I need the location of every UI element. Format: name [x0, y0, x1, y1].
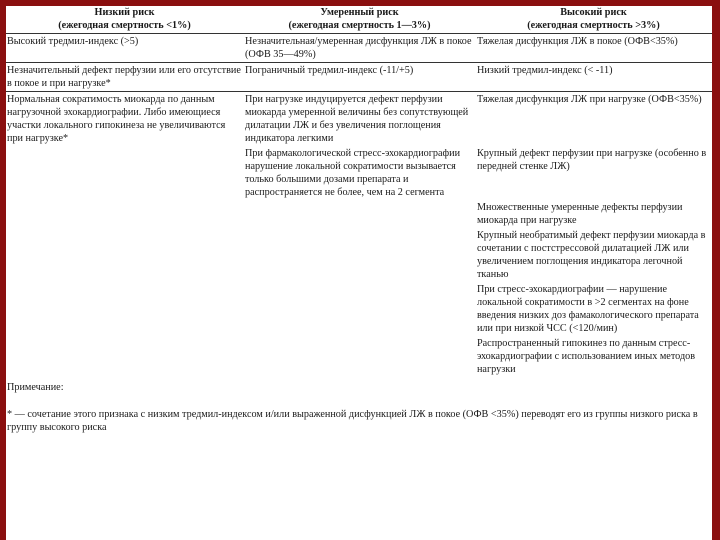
- risk-table: [6, 6, 712, 435]
- header-moderate-title: Умеренный риск: [320, 7, 399, 18]
- cell-moderate: При нагрузке индуцируется дефект перфузии миокарда умеренной величины без сопутствующей дилатации ЛЖ и без увеличения поглощения индикатора легкими: [245, 94, 469, 144]
- cell-high: Низкий тредмил-индекс (< -11): [476, 63, 712, 92]
- table-row: [6, 63, 712, 92]
- list-item: Множественные умеренные дефекты перфузии миокарда при нагрузке: [476, 202, 683, 226]
- cell-moderate: При фармакологической стресс-эхокардиографии нарушение локальной сократимости вызывается только большими дозами препарата и распространяется не более, чем на 2 сегмента: [245, 148, 461, 198]
- header-low-risk: [6, 6, 244, 34]
- list-item: При стресс-эхокардиографии — нарушение локальной сократимости в >2 сегментах на фоне введения низких доз фамакологического препарата или при низкой ЧСС (<120/мин): [476, 284, 699, 334]
- header-low-title: Низкий риск: [94, 7, 155, 18]
- note-row: [6, 379, 712, 435]
- table-header-row: [6, 6, 712, 34]
- table-row: [6, 200, 712, 379]
- note-label: Примечание:: [7, 382, 64, 393]
- header-low-subtitle: (ежегодная смертность <1%): [58, 20, 191, 31]
- header-moderate-risk: [244, 6, 476, 34]
- table-row: [6, 92, 712, 147]
- cell-moderate: Пограничный тредмил-индекс (-11/+5): [244, 63, 476, 92]
- document-page: [6, 6, 712, 540]
- table-row: [6, 146, 712, 200]
- cell-low: Незначительный дефект перфузии или его отсутствие в покое и при нагрузке*: [6, 63, 244, 92]
- note-cell: [6, 379, 712, 435]
- cell-high: Тяжелая дисфункция ЛЖ в покое (ОФВ<35%): [476, 34, 712, 63]
- footnote-text: * — сочетание этого признака с низким тредмил-индексом и/или выраженной дисфункцией ЛЖ в покое (ОФВ <35%) переводят его из группы низкого риска в группу высокого риска: [7, 409, 698, 433]
- cell-low: [6, 146, 244, 200]
- cell-low: Высокий тредмил-индекс (>5): [6, 34, 244, 63]
- cell-high: Тяжелая дисфункция ЛЖ при нагрузке (ОФВ<35%): [476, 94, 702, 105]
- cell-low: Нормальная сократимость миокарда по данным нагрузочной эхокардиографии. Либо имеющиеся участки локального гипокинеза не увеличиваются при нагрузке*: [7, 94, 226, 144]
- list-item: Распространенный гипокинез по данным стресс-эхокардиографии с использованием иных методов нагрузки: [476, 338, 696, 375]
- cell-moderate: Незначительная/умеренная дисфункция ЛЖ в покое (ОФВ 35—49%): [244, 34, 476, 63]
- cell-high: Крупный дефект перфузии при нагрузке (особенно в передней стенке ЛЖ): [476, 148, 707, 172]
- header-high-title: Высокий риск: [560, 7, 627, 18]
- header-high-subtitle: (ежегодная смертность >3%): [527, 20, 660, 31]
- list-item: Крупный необратимый дефект перфузии миокарда в сочетании с постстрессовой дилатацией ЛЖ или увеличением поглощения индикатора легочной тканью: [476, 230, 706, 280]
- table-row: [6, 34, 712, 63]
- header-high-risk: [476, 6, 712, 34]
- header-moderate-subtitle: (ежегодная смертность 1—3%): [288, 20, 431, 31]
- cell-high-list: [476, 200, 712, 379]
